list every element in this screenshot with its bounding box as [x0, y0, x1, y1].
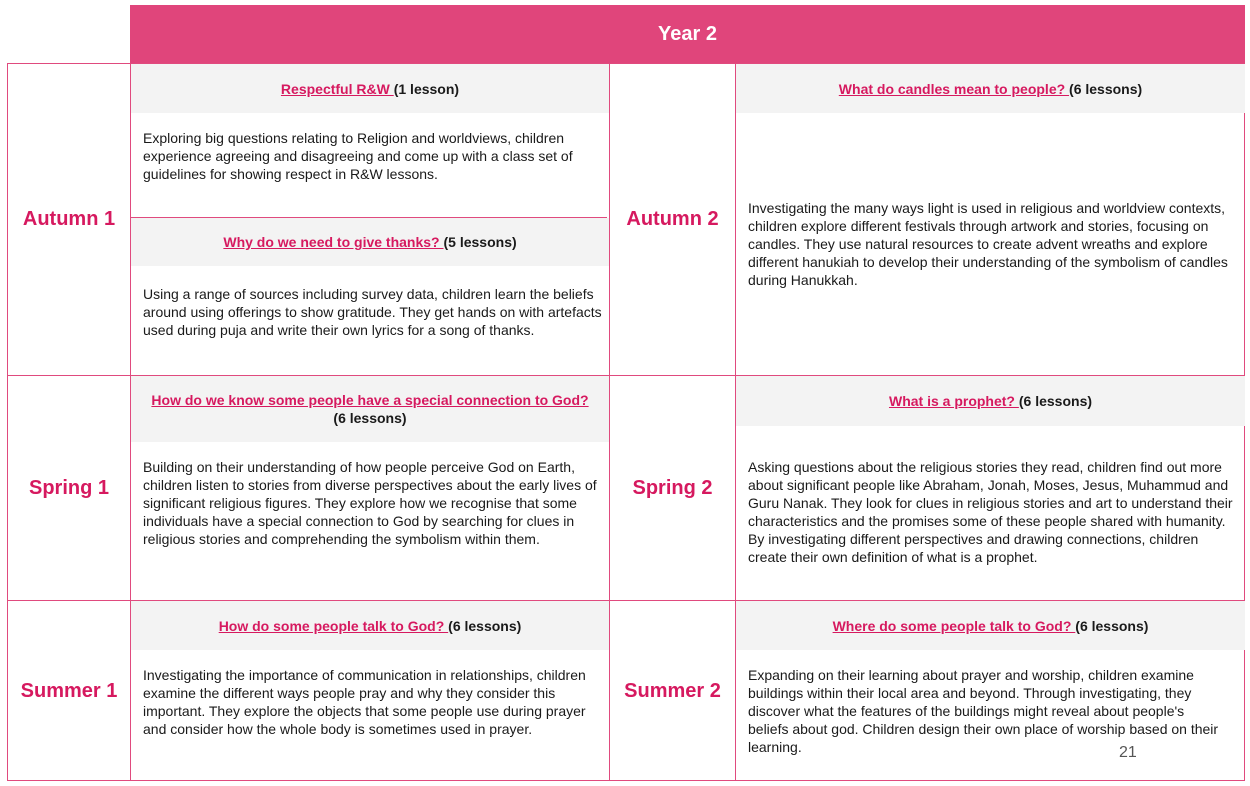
term-spring-2: Spring 2 — [632, 476, 713, 499]
unit-link-prophet[interactable]: What is a prophet? — [888, 393, 1019, 409]
unit-title-special-connection: How do we know some people have a special connection to God? (6 lessons) — [131, 376, 609, 442]
term-spring-1: Spring 1 — [28, 476, 109, 499]
unit-description-candles: Investigating the many ways light is used in religious and worldview contexts, children explore different festivals through artwork and stories, focusing on candles. They use natural resources to create advent wreaths and explore different hanukiah to develop their understanding of the symbolism of candles during Hanukkah. — [748, 200, 1228, 288]
year-title: Year 2 — [658, 23, 717, 45]
unit-description-special-connection: Building on their understanding of how people perceive God on Earth, children listen to stories from diverse perspectives about the early lives of significant religious figures. They explore how we recognise that some individuals have a special connection to God by searching for clues in religious stories and comprehending the symbolism within them. — [143, 459, 597, 547]
term-summer-2: Summer 2 — [624, 680, 721, 702]
unit-title-talk-to-god: How do some people talk to God? (6 lessons) — [131, 601, 609, 650]
term-autumn-1: Autumn 1 — [22, 208, 116, 230]
unit-description-respectful-rw: Exploring big questions relating to Religion and worldviews, children experience agreeing and disagreeing and come up with a class set of guidelines for showing respect in R&W lessons. — [143, 130, 573, 182]
unit-description-talk-to-god: Investigating the importance of communication in relationships, children examine the different ways people pray and why they consider this important. They explore the objects that some people use during prayer and consider how the whole body is sometimes used in prayer. — [143, 667, 586, 737]
unit-title-give-thanks: Why do we need to give thanks? (5 lessons) — [131, 218, 609, 266]
unit-link-respectful-rw[interactable]: Respectful R&W — [280, 80, 394, 97]
unit-link-candles[interactable]: What do candles mean to people? — [838, 80, 1070, 97]
year-header — [130, 5, 1245, 64]
unit-description-where-talk-to-god: Expanding on their learning about prayer and worship, children examine buildings within their local area and beyond. Through investigating, they discover what the features of the buildings might reveal about people's beliefs about god. Children design their own place of worship based on their learning. — [748, 667, 1219, 755]
unit-link-give-thanks[interactable]: Why do we need to give thanks? — [223, 234, 444, 250]
term-autumn-2: Autumn 2 — [626, 208, 719, 230]
unit-description-prophet: Asking questions about the religious stories they read, children find out more about significant people like Abraham, Jonah, Moses, Jesus, Muhammud and Guru Nanak. They look for clues in religious stories and art to understand their characteristics and the promises some of these people shared with humanity. By investigating different perspectives and drawing connections, children create their own definition of what is a prophet. — [748, 459, 1233, 565]
unit-link-talk-to-god[interactable]: How do some people talk to God? — [218, 617, 449, 634]
unit-link-where-talk-to-god[interactable]: Where do some people talk to God? — [832, 617, 1076, 634]
unit-link-special-connection[interactable]: How do we know some people have a special connection to God? — [151, 392, 589, 408]
unit-title-candles: What do candles mean to people? (6 lessons) — [736, 64, 1245, 113]
unit-title-where-talk-to-god: Where do some people talk to God? (6 lessons) — [736, 601, 1245, 650]
unit-title-respectful-rw: Respectful R&W (1 lesson) — [131, 64, 609, 113]
unit-description-give-thanks: Using a range of sources including survey data, children learn the beliefs around using offerings to show gratitude. They get hands on with artefacts used during puja and write their own lyrics for a song of thanks. — [143, 286, 602, 338]
unit-title-prophet: What is a prophet? (6 lessons) — [736, 376, 1245, 426]
page-number: 21 — [1119, 744, 1137, 761]
curriculum-table — [7, 63, 1245, 781]
term-summer-1: Summer 1 — [20, 680, 118, 702]
